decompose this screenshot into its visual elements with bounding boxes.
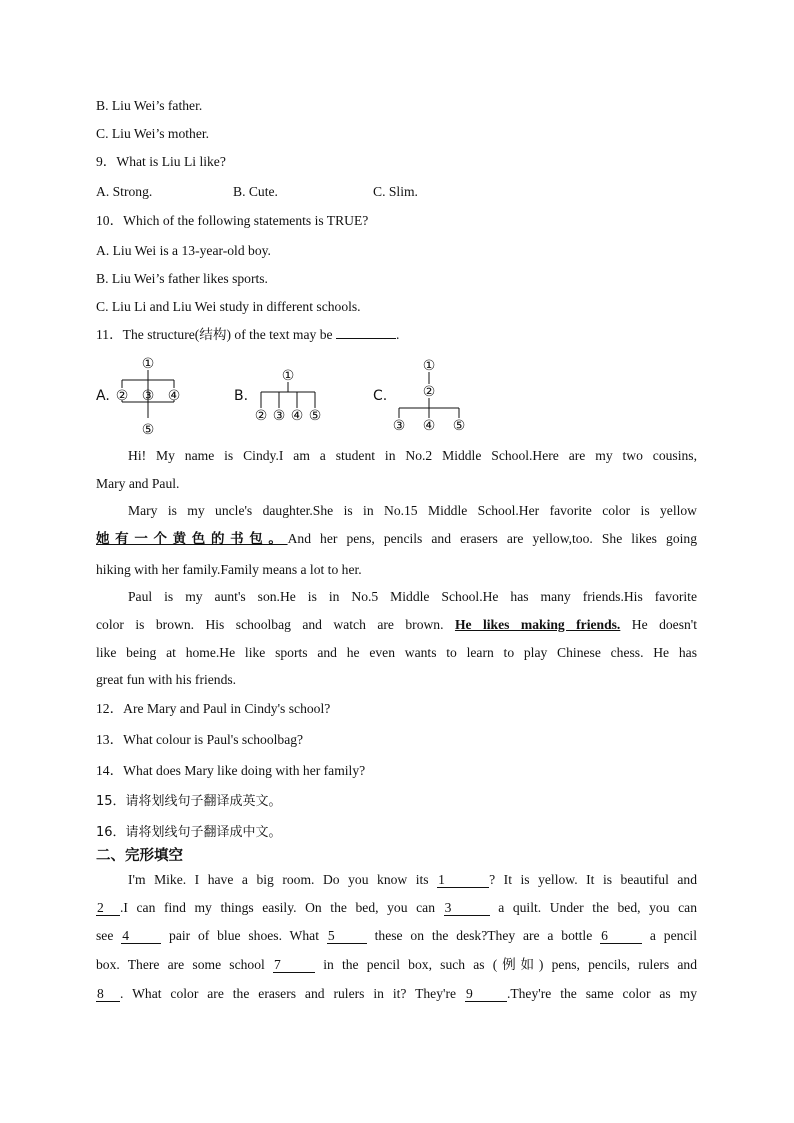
passage-p2-line2-rest: And her pens, pencils and erasers are yellow,too. She likes going bbox=[287, 531, 697, 546]
diagram-b-node-5: ⑤ bbox=[308, 408, 322, 424]
question-13: 13．What colour is Paul's schoolbag? bbox=[96, 732, 304, 747]
q11-answer-blank[interactable] bbox=[336, 338, 396, 339]
cloze-text: in the pencil box, such as (例如) pens, pencils, rulers and bbox=[315, 957, 697, 972]
q8-option-b: B. Liu Wei’s father. bbox=[96, 98, 203, 113]
passage-p1-line1: Hi! My name is Cindy.I am a student in No.2 Middle School.Here are my two cousins, bbox=[128, 448, 697, 463]
cloze-text: .I can find my things easily. On the bed, you can bbox=[120, 900, 444, 915]
passage-p1-line2: Mary and Paul. bbox=[96, 476, 180, 491]
cloze-text: a pencil bbox=[642, 928, 697, 943]
diagram-b-node-4: ④ bbox=[290, 408, 304, 424]
diagram-b-label: B. bbox=[234, 388, 249, 404]
cloze-text: .They're the same color as my bbox=[506, 986, 698, 1001]
diagram-c-node-4: ④ bbox=[422, 418, 436, 434]
cloze-blank-6[interactable]: 6 bbox=[600, 928, 642, 944]
cloze-text: ? It is yellow. It is beautiful and bbox=[489, 872, 698, 887]
q8-option-c: C. Liu Wei’s mother. bbox=[96, 126, 210, 141]
cloze-text: . What color are the erasers and rulers in it? They're bbox=[120, 986, 465, 1001]
q10-option-a: A. Liu Wei is a 13-year-old boy. bbox=[96, 243, 271, 258]
passage-p3-line4: great fun with his friends. bbox=[96, 672, 237, 687]
question-15: 15．请将划线句子翻译成英文。 bbox=[96, 794, 282, 809]
underlined-english-sentence: He likes making friends. bbox=[454, 617, 621, 632]
diagram-c-node-3: ③ bbox=[392, 418, 406, 434]
cloze-line-3 bbox=[96, 927, 697, 944]
question-16: 16．请将划线句子翻译成中文。 bbox=[96, 825, 282, 840]
diagram-c-node-1: ① bbox=[422, 358, 436, 374]
q9-option-b: B. Cute. bbox=[233, 184, 278, 199]
passage-p2-line3: hiking with her family.Family means a lot to her. bbox=[96, 562, 362, 577]
cloze-text: pair of blue shoes. What bbox=[161, 928, 327, 943]
cloze-blank-1[interactable]: 1 bbox=[437, 872, 489, 888]
section-title-cloze: 二、完形填空 bbox=[96, 848, 183, 864]
cloze-text: these on the desk?They are a bottle bbox=[366, 928, 601, 943]
passage-p2-line1: Mary is my uncle's daughter.She is in No.15 Middle School.Her favorite color is yellow bbox=[128, 503, 697, 518]
diagram-a-node-3: ③ bbox=[141, 388, 155, 404]
cloze-text: box. There are some school bbox=[96, 957, 273, 972]
cloze-text: I'm Mike. I have a big room. Do you know its bbox=[128, 872, 438, 887]
q10-stem: 10．Which of the following statements is TRUE? bbox=[96, 213, 369, 228]
cloze-line-2 bbox=[96, 899, 697, 916]
cloze-blank-9[interactable]: 9 bbox=[465, 986, 507, 1002]
cloze-line-1 bbox=[128, 871, 697, 888]
passage-p3-line3: like being at home.He like sports and he even wants to learn to play Chinese chess. He has bbox=[96, 645, 697, 660]
diagram-a-node-4: ④ bbox=[167, 388, 181, 404]
cloze-text: a quilt. Under the bed, you can bbox=[489, 900, 697, 915]
passage-p3-line2 bbox=[96, 616, 697, 633]
passage-p3-line2-end: He doesn't bbox=[620, 617, 698, 632]
diagram-c-label: C. bbox=[373, 388, 388, 404]
passage-p3-line1: Paul is my aunt's son.He is in No.5 Middle School.He has many friends.His favorite bbox=[128, 589, 697, 604]
cloze-blank-4[interactable]: 4 bbox=[121, 928, 161, 944]
diagram-a-node-1: ① bbox=[141, 356, 155, 372]
q9-option-a: A. Strong. bbox=[96, 184, 153, 199]
q10-option-c: C. Liu Li and Liu Wei study in different schools. bbox=[96, 299, 361, 314]
cloze-blank-7[interactable]: 7 bbox=[273, 957, 315, 973]
diagram-b-node-2: ② bbox=[254, 408, 268, 424]
structure-diagrams bbox=[0, 352, 794, 442]
question-14: 14．What does Mary like doing with her family? bbox=[96, 763, 366, 778]
diagram-c-node-5: ⑤ bbox=[452, 418, 466, 434]
underlined-chinese-sentence: 她有一个黄色的书包。 bbox=[96, 531, 288, 547]
cloze-blank-3[interactable]: 3 bbox=[444, 900, 490, 916]
q11-stem-text: 11．The structure(结构) of the text may be bbox=[96, 327, 336, 342]
q10-option-b: B. Liu Wei’s father likes sports. bbox=[96, 271, 268, 286]
q11-stem-end: . bbox=[395, 327, 400, 342]
cloze-line-5 bbox=[96, 985, 697, 1002]
cloze-line-4 bbox=[96, 956, 697, 973]
cloze-blank-5[interactable]: 5 bbox=[327, 928, 367, 944]
question-12: 12．Are Mary and Paul in Cindy's school? bbox=[96, 701, 331, 716]
cloze-blank-8[interactable]: 8 bbox=[96, 986, 120, 1002]
diagram-a-label: A. bbox=[96, 388, 110, 404]
diagram-b-node-3: ③ bbox=[272, 408, 286, 424]
diagram-b-node-1: ① bbox=[281, 368, 295, 384]
q9-stem: 9．What is Liu Li like? bbox=[96, 154, 226, 169]
passage-p3-line2-start: color is brown. His schoolbag and watch are brown. bbox=[96, 617, 455, 632]
diagram-c-node-2: ② bbox=[422, 384, 436, 400]
q11-stem bbox=[96, 326, 697, 343]
q9-option-c: C. Slim. bbox=[373, 184, 418, 199]
cloze-text: see bbox=[96, 928, 122, 943]
cloze-blank-2[interactable]: 2 bbox=[96, 900, 120, 916]
diagram-a-node-2: ② bbox=[115, 388, 129, 404]
diagram-a-node-5: ⑤ bbox=[141, 422, 155, 438]
passage-p2-line2 bbox=[96, 530, 697, 548]
